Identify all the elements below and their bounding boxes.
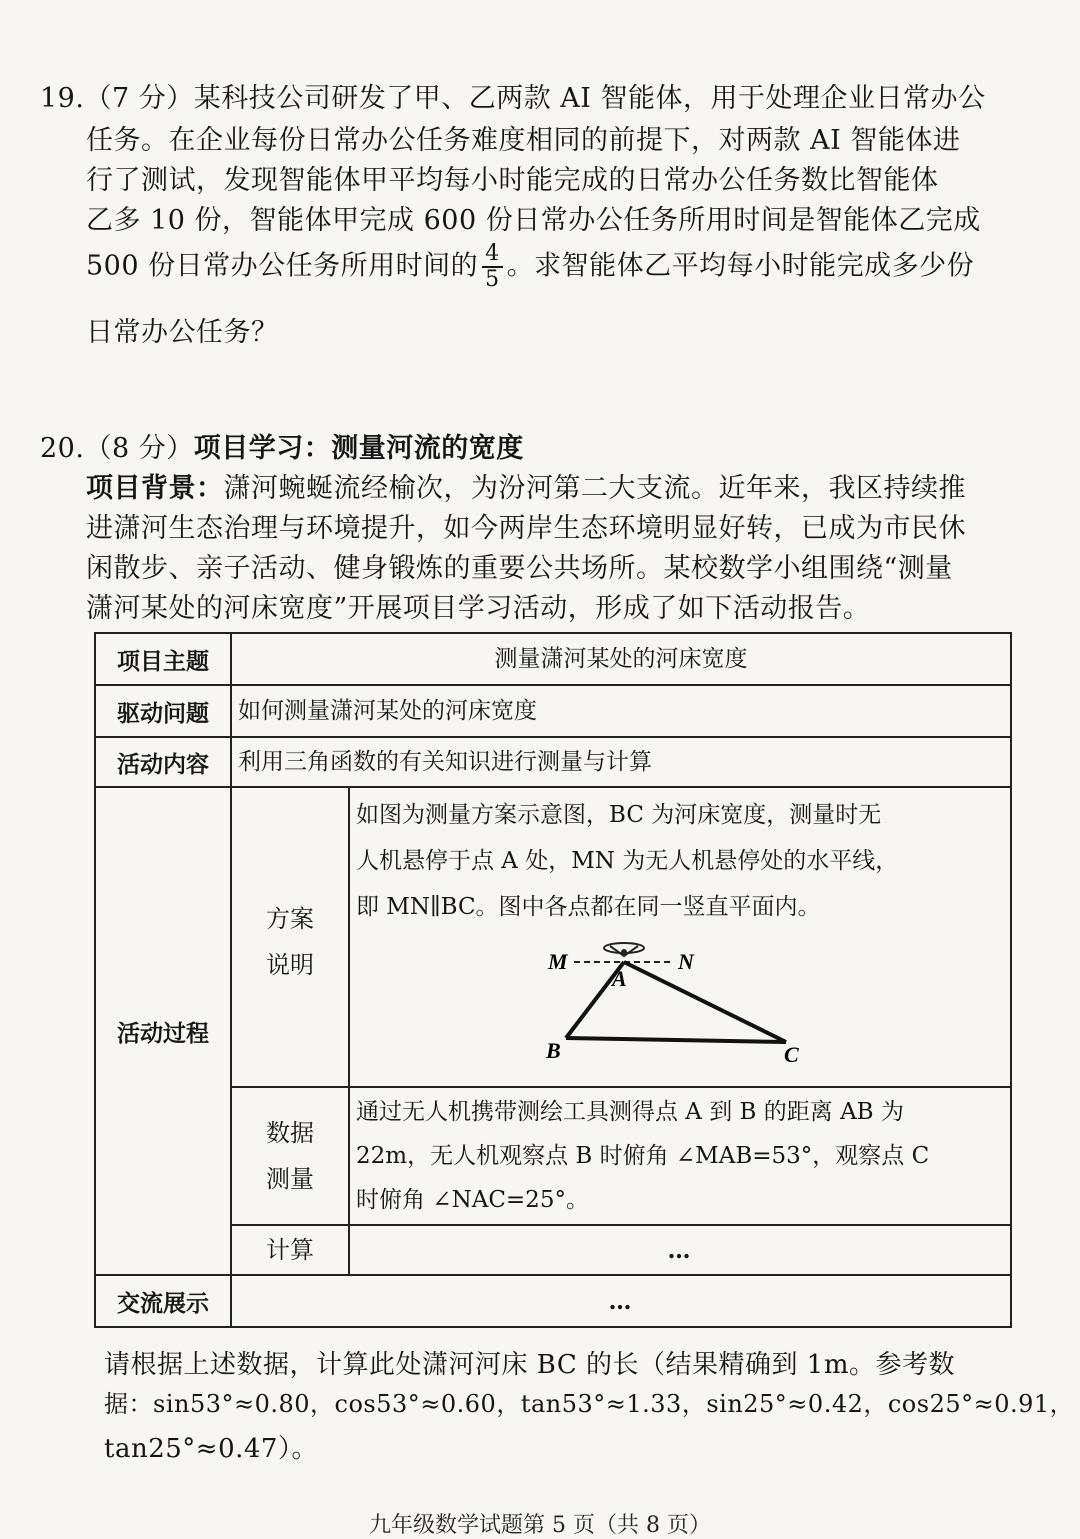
label-a: A	[612, 966, 627, 991]
table-row-calc	[95, 1225, 1011, 1275]
table-row-plan	[95, 787, 1011, 1087]
drone-icon	[604, 943, 644, 956]
q20-bg-line-1	[86, 466, 966, 505]
q19-line5-after: 。求智能体乙平均每小时能完成多少份	[506, 250, 975, 282]
data-line-2: 22m，无人机观察点 B 时俯角 ∠MAB=53°，观察点 C	[356, 1143, 930, 1169]
q20-bg-text-1: 潇河蜿蜒流经榆次，为汾河第二大支流。近年来，我区持续推	[223, 473, 966, 504]
data-description	[349, 1087, 1011, 1225]
table-row-theme	[95, 633, 1011, 685]
q19-line-4: 乙多 10 份，智能体甲完成 600 份日常办公任务所用时间是智能体乙完成	[86, 205, 981, 236]
data-label	[231, 1087, 349, 1225]
plan-description	[349, 787, 1011, 1087]
table-row-data	[95, 1087, 1011, 1225]
q20-after-line-2: 据：sin53°≈0.80，cos53°≈0.60，tan53°≈1.33，sin25°≈0.42，cos25°≈0.91，	[104, 1390, 1075, 1418]
measurement-diagram	[546, 936, 846, 1066]
plan-label	[231, 787, 349, 1087]
theme-value: 测量潇河某处的河床宽度	[231, 633, 1011, 685]
q19-score: （7 分）	[84, 83, 194, 114]
q20-title: 项目学习：测量河流的宽度	[193, 433, 524, 464]
q20-number: 20.	[40, 433, 85, 464]
label-n: N	[678, 949, 694, 974]
table-row-content	[95, 737, 1011, 787]
label-b: B	[546, 1038, 561, 1063]
plan-label-line-2: 说明	[266, 951, 314, 979]
data-line-3: 时俯角 ∠NAC=25°。	[356, 1187, 589, 1213]
data-line-1: 通过无人机携带测绘工具测得点 A 到 B 的距离 AB 为	[356, 1099, 904, 1125]
q19-line-6: 日常办公任务？	[86, 317, 279, 348]
label-c: C	[784, 1042, 799, 1066]
q19-line5-before: 500 份日常办公任务所用时间的	[86, 250, 479, 282]
q19-line-2: 任务。在企业每份日常办公任务难度相同的前提下，对两款 AI 智能体进	[86, 125, 961, 156]
calc-value: …	[349, 1225, 1011, 1275]
q20-bg-line-3: 闲散步、亲子活动、健身锻炼的重要公共场所。某校数学小组围绕“测量	[86, 553, 953, 584]
calc-label: 计算	[231, 1225, 349, 1275]
q19-fraction	[482, 242, 503, 292]
fraction-denominator: 5	[485, 267, 500, 292]
share-label: 交流展示	[95, 1275, 231, 1327]
q20-bg-line-2: 进潇河生态治理与环境提升，如今两岸生态环境明显好转，已成为市民休	[86, 513, 966, 544]
label-m: M	[548, 949, 568, 974]
q20-score: （8 分）	[84, 433, 194, 464]
question-value: 如何测量潇河某处的河床宽度	[231, 685, 1011, 737]
table-row-share	[95, 1275, 1011, 1327]
q20-bg-line-4: 潇河某处的河床宽度”开展项目学习活动，形成了如下活动报告。	[86, 593, 871, 624]
question-label: 驱动问题	[95, 685, 231, 737]
activity-report-table	[94, 632, 1012, 1328]
q19-line-1	[40, 76, 986, 115]
q20-heading	[40, 426, 524, 465]
table-row-question	[95, 685, 1011, 737]
data-label-line-1: 数据	[266, 1119, 314, 1147]
plan-line-2: 人机悬停于点 A 处，MN 为无人机悬停处的水平线，	[356, 848, 899, 874]
q19-number: 19.	[40, 83, 85, 114]
q19-line-5	[86, 242, 974, 292]
process-label: 活动过程	[95, 787, 231, 1275]
content-value: 利用三角函数的有关知识进行测量与计算	[231, 737, 1011, 787]
q20-after-line-3: tan25°≈0.47）。	[104, 1434, 318, 1464]
theme-label: 项目主题	[95, 633, 231, 685]
segment-bc	[566, 1038, 786, 1042]
fraction-numerator: 4	[482, 242, 503, 268]
q20-after-line-1: 请根据上述数据，计算此处潇河河床 BC 的长（结果精确到 1m。参考数	[104, 1350, 955, 1380]
share-value: …	[231, 1275, 1011, 1327]
plan-label-line-1: 方案	[266, 905, 314, 933]
segment-ac	[624, 962, 786, 1042]
plan-line-1: 如图为测量方案示意图，BC 为河床宽度，测量时无	[356, 802, 882, 828]
q20-bg-label: 项目背景：	[86, 473, 224, 504]
page-footer: 九年级数学试题第 5 页（共 8 页）	[369, 1513, 711, 1538]
q19-line-3: 行了测试，发现智能体甲平均每小时能完成的日常办公任务数比智能体	[86, 165, 939, 196]
plan-line-3: 即 MN∥BC。图中各点都在同一竖直平面内。	[356, 894, 821, 920]
q19-text-1: 某科技公司研发了甲、乙两款 AI 智能体，用于处理企业日常办公	[193, 83, 986, 114]
content-label: 活动内容	[95, 737, 231, 787]
data-label-line-2: 测量	[266, 1165, 314, 1193]
